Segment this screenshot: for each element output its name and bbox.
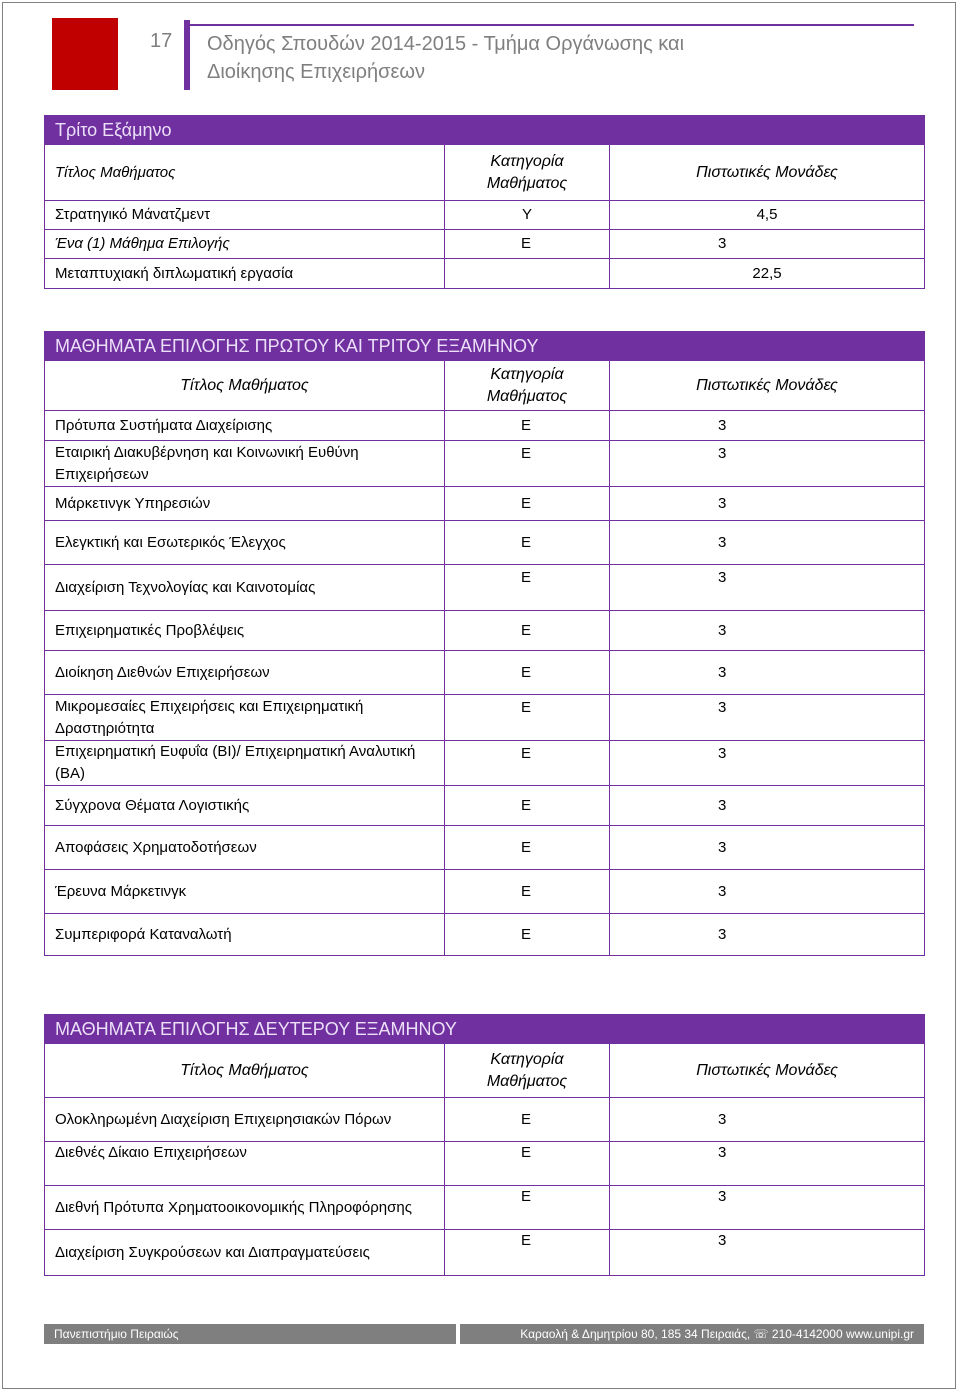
course-title: Διεθνές Δίκαιο Επιχειρήσεων [45,1142,445,1186]
course-category: Ε [445,1230,610,1276]
course-credits: 3 [610,1230,925,1276]
table-row [45,441,925,487]
col-credits-header: Πιστωτικές Μονάδες [610,145,925,201]
course-title: Ένα (1) Μάθημα Επιλογής [45,230,445,259]
page-footer [44,1324,924,1344]
course-title: Σύγχρονα Θέματα Λογιστικής [45,786,445,826]
col-category-header: Κατηγορία Μαθήματος [445,1044,610,1098]
course-credits: 3 [610,826,925,870]
table-row [45,487,925,521]
table-row [45,870,925,914]
course-credits: 3 [610,1098,925,1142]
table-row [45,651,925,695]
course-credits: 3 [610,487,925,521]
footer-separator [456,1324,460,1344]
table-row [45,1186,925,1230]
course-category: Ε [445,411,610,441]
course-credits: 22,5 [610,259,925,289]
course-title: Μικρομεσαίες Επιχειρήσεις και Επιχειρηματική Δραστηριότητα [45,695,445,741]
course-category: Ε [445,786,610,826]
electives1-heading: ΜΑΘΗΜΑΤΑ ΕΠΙΛΟΓΗΣ ΠΡΩΤΟΥ ΚΑΙ ΤΡΙΤΟΥ ΕΞΑΜΗΝΟΥ [45,332,925,361]
table-row [45,411,925,441]
table-row [45,741,925,786]
table-row [45,1230,925,1276]
course-title: Διαχείριση Τεχνολογίας και Καινοτομίας [45,565,445,611]
course-title: Διοίκηση Διεθνών Επιχειρήσεων [45,651,445,695]
table-row [45,230,925,259]
course-category: Ε [445,651,610,695]
course-credits: 3 [610,1186,925,1230]
course-credits: 3 [610,695,925,741]
course-category: Ε [445,611,610,651]
course-title: Ολοκληρωμένη Διαχείριση Επιχειρησιακών Πόρων [45,1098,445,1142]
course-category: Ε [445,1186,610,1230]
table-row [45,786,925,826]
course-category: Ε [445,870,610,914]
header-top-line [190,24,914,26]
table-row [45,914,925,956]
course-title: Επιχειρηματικές Προβλέψεις [45,611,445,651]
course-title: Διαχείριση Συγκρούσεων και Διαπραγματεύσεις [45,1230,445,1276]
course-title: Ελεγκτική και Εσωτερικός Έλεγχος [45,521,445,565]
page-title: Οδηγός Σπουδών 2014-2015 - Τμήμα Οργάνωσης και Διοίκησης Επιχειρήσεων [207,33,685,83]
course-category: Ε [445,521,610,565]
table-row [45,826,925,870]
course-category: Ε [445,1098,610,1142]
course-credits: 3 [610,651,925,695]
course-title: Επιχειρηματική Ευφυΐα (BI)/ Επιχειρηματική Αναλυτική (BA) [45,741,445,786]
course-credits: 3 [610,230,925,259]
course-title: Πρότυπα Συστήματα Διαχείρισης [45,411,445,441]
electives1-table [44,331,925,956]
table-row [45,201,925,230]
course-title: Έρευνα Μάρκετινγκ [45,870,445,914]
table-row [45,611,925,651]
course-credits: 3 [610,914,925,956]
course-category: Ε [445,487,610,521]
course-category: Ε [445,441,610,487]
table-row [45,695,925,741]
course-title: Εταιρική Διακυβέρνηση και Κοινωνική Ευθύνη Επιχειρήσεων [45,441,445,487]
course-title: Μάρκετινγκ Υπηρεσιών [45,487,445,521]
course-title: Συμπεριφορά Καταναλωτή [45,914,445,956]
course-credits: 3 [610,611,925,651]
course-category: Ε [445,565,610,611]
course-title: Στρατηγικό Μάνατζμεντ [45,201,445,230]
col-credits-header: Πιστωτικές Μονάδες [610,361,925,411]
col-credits-header: Πιστωτικές Μονάδες [610,1044,925,1098]
course-category [445,259,610,289]
table-row [45,521,925,565]
course-category: Ε [445,230,610,259]
course-credits: 3 [610,441,925,487]
course-credits: 3 [610,741,925,786]
table-row [45,1142,925,1186]
course-title: Διεθνή Πρότυπα Χρηματοοικονομικής Πληροφόρησης [45,1186,445,1230]
header-divider-bar [184,20,190,90]
course-title: Αποφάσεις Χρηματοδοτήσεων [45,826,445,870]
col-title-header: Τίτλος Μαθήματος [45,361,445,411]
col-title-header: Τίτλος Μαθήματος [45,145,445,201]
course-category: Ε [445,1142,610,1186]
course-category: Ε [445,741,610,786]
electives2-table [44,1014,925,1276]
semester3-table [44,115,925,289]
table-row [45,1098,925,1142]
footer-university: Πανεπιστήμιο Πειραιώς [54,1327,179,1341]
col-title-header: Τίτλος Μαθήματος [45,1044,445,1098]
col-category-header: Κατηγορία Μαθήματος [445,145,610,201]
course-category: Ε [445,695,610,741]
course-credits: 3 [610,1142,925,1186]
course-title: Μεταπτυχιακή διπλωματική εργασία [45,259,445,289]
col-category-header: Κατηγορία Μαθήματος [445,361,610,411]
course-credits: 3 [610,565,925,611]
course-category: Υ [445,201,610,230]
electives2-heading: ΜΑΘΗΜΑΤΑ ΕΠΙΛΟΓΗΣ ΔΕΥΤΕΡΟΥ ΕΞΑΜΗΝΟΥ [45,1015,925,1044]
header-red-block [52,18,118,90]
course-credits: 3 [610,786,925,826]
course-category: Ε [445,826,610,870]
course-credits: 3 [610,411,925,441]
course-credits: 3 [610,870,925,914]
course-category: Ε [445,914,610,956]
footer-contact: Καραολή & Δημητρίου 80, 185 34 Πειραιάς, ☏ 210-4142000 www.unipi.gr [520,1327,914,1341]
table-row [45,565,925,611]
semester3-heading: Τρίτο Εξάμηνο [45,116,925,145]
table-row [45,259,925,289]
course-credits: 3 [610,521,925,565]
page-number: 17 [150,30,173,52]
course-credits: 4,5 [610,201,925,230]
